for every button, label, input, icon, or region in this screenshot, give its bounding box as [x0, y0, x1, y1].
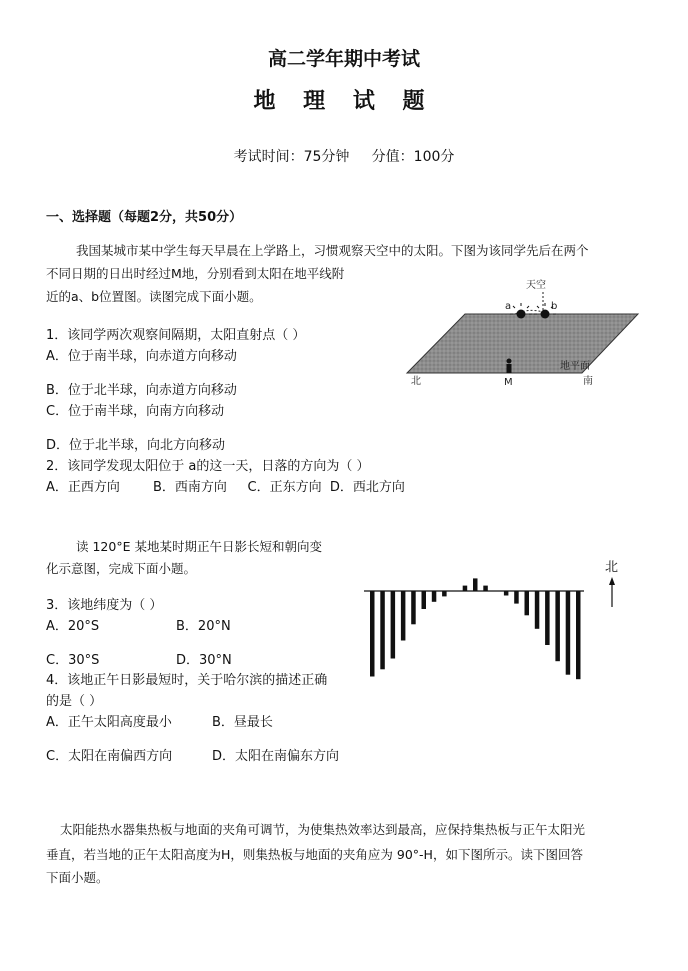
q1-option-b[interactable]: B．位于北半球，向赤道方向移动 — [46, 383, 237, 398]
q4-option-b[interactable]: B．昼最长 — [212, 715, 273, 730]
passage2-line1: 读 120°E 某地某时期正午日影长短和朝向变 — [76, 539, 322, 554]
shadow-bar — [483, 586, 488, 591]
shadow-bar — [463, 586, 468, 591]
shadow-bar — [555, 591, 560, 661]
q3-stem: 3．该地纬度为（ ） — [46, 598, 163, 613]
shadow-bar — [380, 591, 385, 669]
shadow-bar — [411, 591, 416, 624]
shadow-bar — [525, 591, 530, 615]
shadow-bar — [401, 591, 406, 641]
passage1-line2: 不同日期的日出时经过M地，分别看到太阳在地平线附 — [46, 266, 345, 281]
q3-option-b[interactable]: B．20°N — [176, 619, 231, 634]
section-heading: 一、选择题（每题2分，共50分） — [46, 210, 243, 225]
q4-option-d[interactable]: D．太阳在南偏东方向 — [212, 749, 340, 764]
horizon-figure — [405, 276, 645, 391]
shadow-chart — [360, 555, 630, 685]
label-south: 南 — [583, 376, 593, 387]
label-a: a — [505, 301, 512, 312]
shadow-bar — [535, 591, 540, 629]
q1-stem: 1．该同学两次观察间隔期，太阳直射点（ ） — [46, 328, 306, 343]
shadow-bar — [576, 591, 581, 679]
subject-title: 地 理 试 题 — [253, 88, 435, 114]
passage1-line1: 我国某城市某中学生每天早晨在上学路上，习惯观察天空中的太阳。下图为该同学先后在两个 — [76, 243, 589, 258]
shadow-bar — [391, 591, 396, 659]
exam-title: 高二学年期中考试 — [267, 48, 420, 70]
q4-option-a[interactable]: A．正午太阳高度最小 — [46, 715, 172, 730]
shadow-bar — [514, 591, 519, 604]
shadow-bar — [432, 591, 437, 602]
exam-info: 考试时间：75分钟 分值：100分 — [233, 149, 455, 165]
label-ground: 地平面 — [560, 361, 590, 372]
label-b: b — [551, 301, 558, 312]
north-arrow-icon — [609, 577, 615, 585]
q1-option-d[interactable]: D．位于北半球，向北方向移动 — [46, 438, 226, 453]
passage3-line1: 太阳能热水器集热板与地面的夹角可调节，为使集热效率达到最高，应保持集热板与正午太阳光 — [60, 822, 586, 837]
q4-option-c[interactable]: C．太阳在南偏西方向 — [46, 749, 173, 764]
label-m: M — [504, 377, 513, 388]
shadow-bar — [473, 578, 478, 591]
chart-north-label: 北 — [605, 560, 619, 575]
shadow-bar — [442, 591, 447, 596]
q2-stem: 2．该同学发现太阳位于 a的这一天，日落的方向为（ ） — [46, 459, 370, 474]
person-icon — [507, 359, 512, 374]
q1-option-c[interactable]: C．位于南半球，向南方向移动 — [46, 404, 225, 419]
q3-option-c[interactable]: C．30°S — [46, 653, 100, 668]
passage1-line3: 近的a、b位置图。读图完成下面小题。 — [46, 289, 262, 304]
label-sky: 天空 — [526, 280, 546, 291]
q3-option-a[interactable]: A．20°S — [46, 619, 100, 634]
shadow-bar — [370, 591, 375, 677]
label-north: 北 — [411, 376, 421, 387]
passage3-line3: 下面小题。 — [46, 870, 109, 885]
shadow-bar — [504, 591, 509, 596]
q1-option-a[interactable]: A．位于南半球，向赤道方向移动 — [46, 349, 237, 364]
q2-options[interactable]: A．正西方向 B．西南方向 C．正东方向 D．西北方向 — [46, 480, 405, 495]
passage3-line2: 垂直，若当地的正午太阳高度为H，则集热板与地面的夹角应为 90°-H，如下图所示。读下图回答 — [46, 847, 583, 862]
ground-plane — [407, 314, 638, 373]
q3-option-d[interactable]: D．30°N — [176, 653, 232, 668]
shadow-bar — [545, 591, 550, 645]
shadow-bar — [566, 591, 571, 675]
q4-stem-line2: 的是（ ） — [46, 694, 103, 709]
q4-stem-line1: 4．该地正午日影最短时，关于哈尔滨的描述正确 — [46, 673, 328, 688]
shadow-bars — [370, 578, 581, 679]
shadow-bar — [422, 591, 427, 609]
passage2-line2: 化示意图，完成下面小题。 — [46, 561, 197, 576]
